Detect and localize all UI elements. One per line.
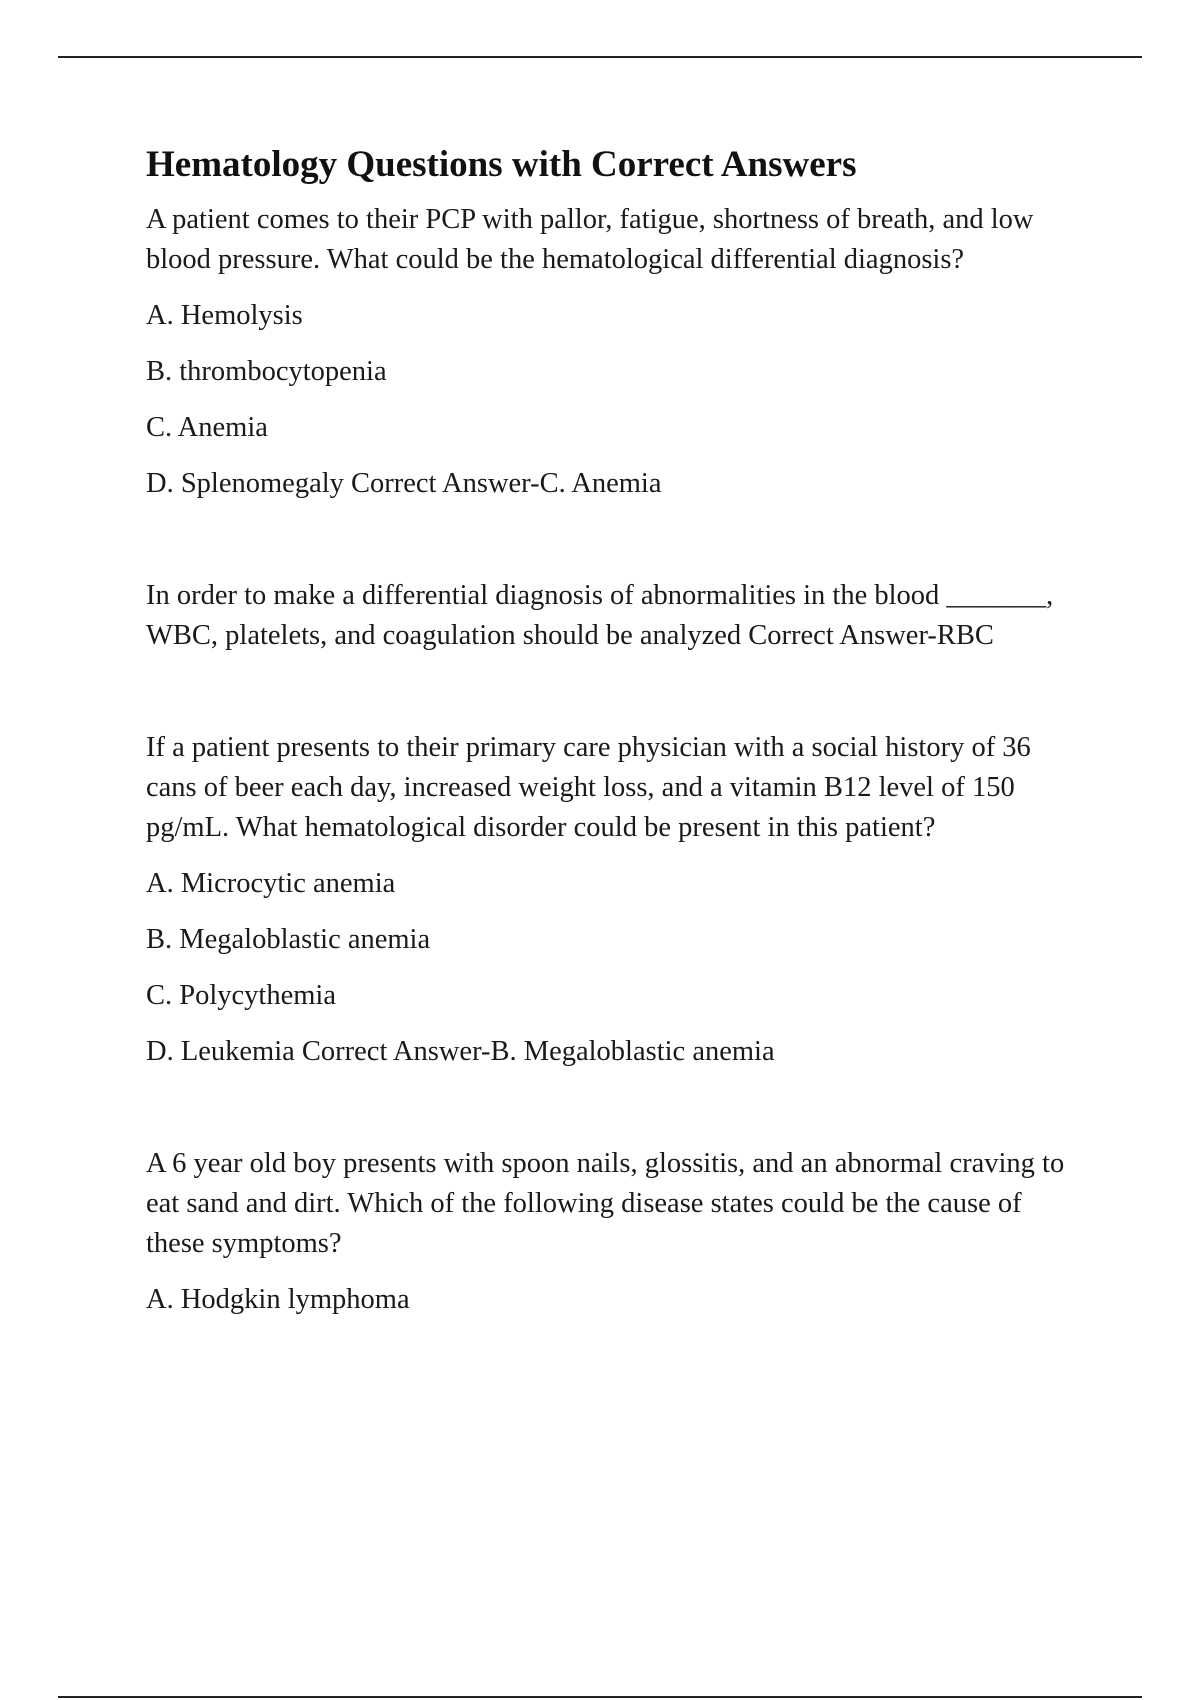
option-d-with-answer: D. Splenomegaly Correct Answer-C. Anemia <box>146 468 662 499</box>
option-c: C. Polycythemia <box>146 980 336 1011</box>
spacer <box>146 672 1086 728</box>
question-text: A patient comes to their PCP with pallor, fatigue, shortness of breath, and low blood pressure. What could be the hematological differential diagnosis? <box>146 204 1034 275</box>
option-c: C. Anemia <box>146 412 268 443</box>
option-b: B. thrombocytopenia <box>146 356 387 387</box>
document-title: Hematology Questions with Correct Answers <box>146 144 857 185</box>
spacer <box>146 520 1086 576</box>
question-text: In order to make a differential diagnosis of abnormalities in the blood _______, WBC, platelets, and coagulation should be analyzed Correct Answer-RBC <box>146 580 1054 651</box>
footer-rule <box>58 1696 1142 1698</box>
question-1 <box>146 200 1086 504</box>
document-body <box>146 142 1086 1336</box>
option-a: A. Microcytic anemia <box>146 868 396 899</box>
question-text: A 6 year old boy presents with spoon nails, glossitis, and an abnormal craving to eat sand and dirt. Which of the following disease states could be the cause of these symptoms? <box>146 1148 1065 1259</box>
option-b: B. Megaloblastic anemia <box>146 924 431 955</box>
question-text: If a patient presents to their primary care physician with a social history of 36 cans of beer each day, increased weight loss, and a vitamin B12 level of 150 pg/mL. What hematological disorder could be present in this patient? <box>146 732 1031 843</box>
option-a: A. Hodgkin lymphoma <box>146 1284 410 1315</box>
question-4 <box>146 1144 1086 1320</box>
header-rule <box>58 56 1142 58</box>
option-d-with-answer: D. Leukemia Correct Answer-B. Megaloblastic anemia <box>146 1036 775 1067</box>
question-3 <box>146 728 1086 1072</box>
option-a: A. Hemolysis <box>146 300 303 331</box>
spacer <box>146 1088 1086 1144</box>
question-2 <box>146 576 1086 656</box>
